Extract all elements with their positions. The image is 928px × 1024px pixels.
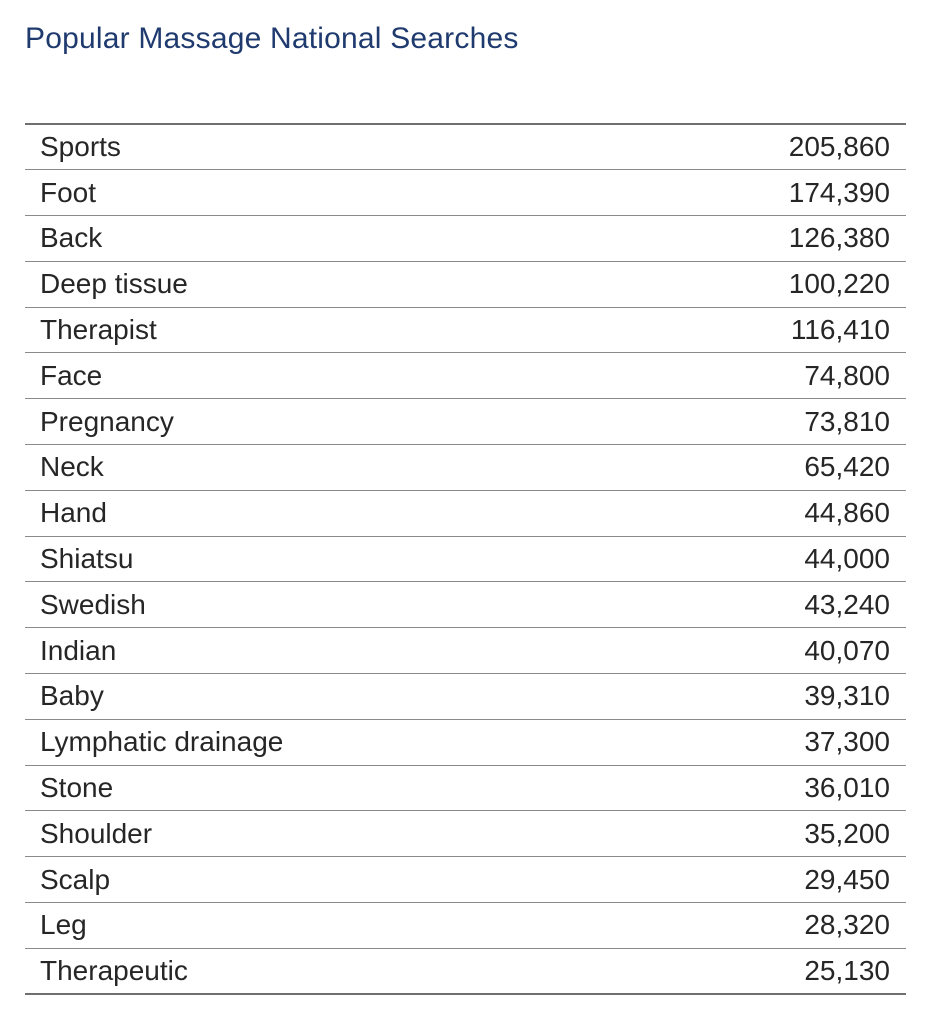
searches-table-body	[25, 124, 906, 994]
row-label: Neck	[40, 451, 104, 483]
searches-table-container	[25, 123, 906, 995]
row-label: Swedish	[40, 588, 146, 620]
table-row	[25, 811, 906, 857]
row-value: 205,860	[788, 131, 890, 163]
row-label: Lymphatic drainage	[40, 726, 284, 758]
table-row	[25, 536, 906, 582]
row-label: Back	[40, 222, 103, 254]
table-row	[25, 582, 906, 628]
searches-table	[25, 123, 906, 995]
row-value: 100,220	[788, 268, 890, 300]
row-value: 37,300	[804, 726, 890, 758]
row-value: 36,010	[804, 772, 890, 804]
table-row	[25, 261, 906, 307]
row-value: 116,410	[790, 314, 890, 346]
row-value: 39,310	[804, 680, 890, 712]
row-value: 74,800	[804, 359, 890, 391]
row-label: Leg	[40, 909, 87, 941]
row-value: 29,450	[804, 863, 890, 895]
row-value: 35,200	[804, 817, 890, 849]
row-label: Sports	[40, 131, 121, 163]
table-row	[25, 903, 906, 949]
table-row	[25, 674, 906, 720]
row-label: Foot	[40, 176, 97, 208]
row-label: Shiatsu	[40, 543, 134, 575]
row-value: 25,130	[804, 954, 890, 986]
table-row	[25, 353, 906, 399]
table-row	[25, 124, 906, 170]
row-label: Indian	[40, 634, 117, 666]
row-label: Deep tissue	[40, 268, 188, 300]
table-row	[25, 948, 906, 994]
row-value: 65,420	[804, 451, 890, 483]
table-row	[25, 399, 906, 445]
table-row	[25, 719, 906, 765]
table-row	[25, 216, 906, 262]
row-value: 126,380	[788, 222, 890, 254]
table-row	[25, 170, 906, 216]
row-value: 28,320	[804, 909, 890, 941]
row-value: 73,810	[804, 405, 890, 437]
row-value: 44,000	[804, 543, 890, 575]
row-label: Shoulder	[40, 817, 153, 849]
row-label: Stone	[40, 772, 114, 804]
row-label: Face	[40, 359, 103, 391]
table-row	[25, 490, 906, 536]
row-label: Pregnancy	[40, 405, 174, 437]
table-row	[25, 628, 906, 674]
row-value: 43,240	[804, 588, 890, 620]
table-row	[25, 307, 906, 353]
row-label: Scalp	[40, 863, 111, 895]
row-label: Therapeutic	[40, 954, 188, 986]
row-value: 44,860	[804, 497, 890, 529]
row-label: Hand	[40, 497, 107, 529]
row-value: 174,390	[788, 176, 890, 208]
row-label: Therapist	[40, 314, 157, 346]
table-row	[25, 857, 906, 903]
page-title: Popular Massage National Searches	[25, 22, 519, 55]
row-value: 40,070	[804, 634, 890, 666]
table-row	[25, 445, 906, 491]
row-label: Baby	[40, 680, 104, 712]
table-row	[25, 765, 906, 811]
